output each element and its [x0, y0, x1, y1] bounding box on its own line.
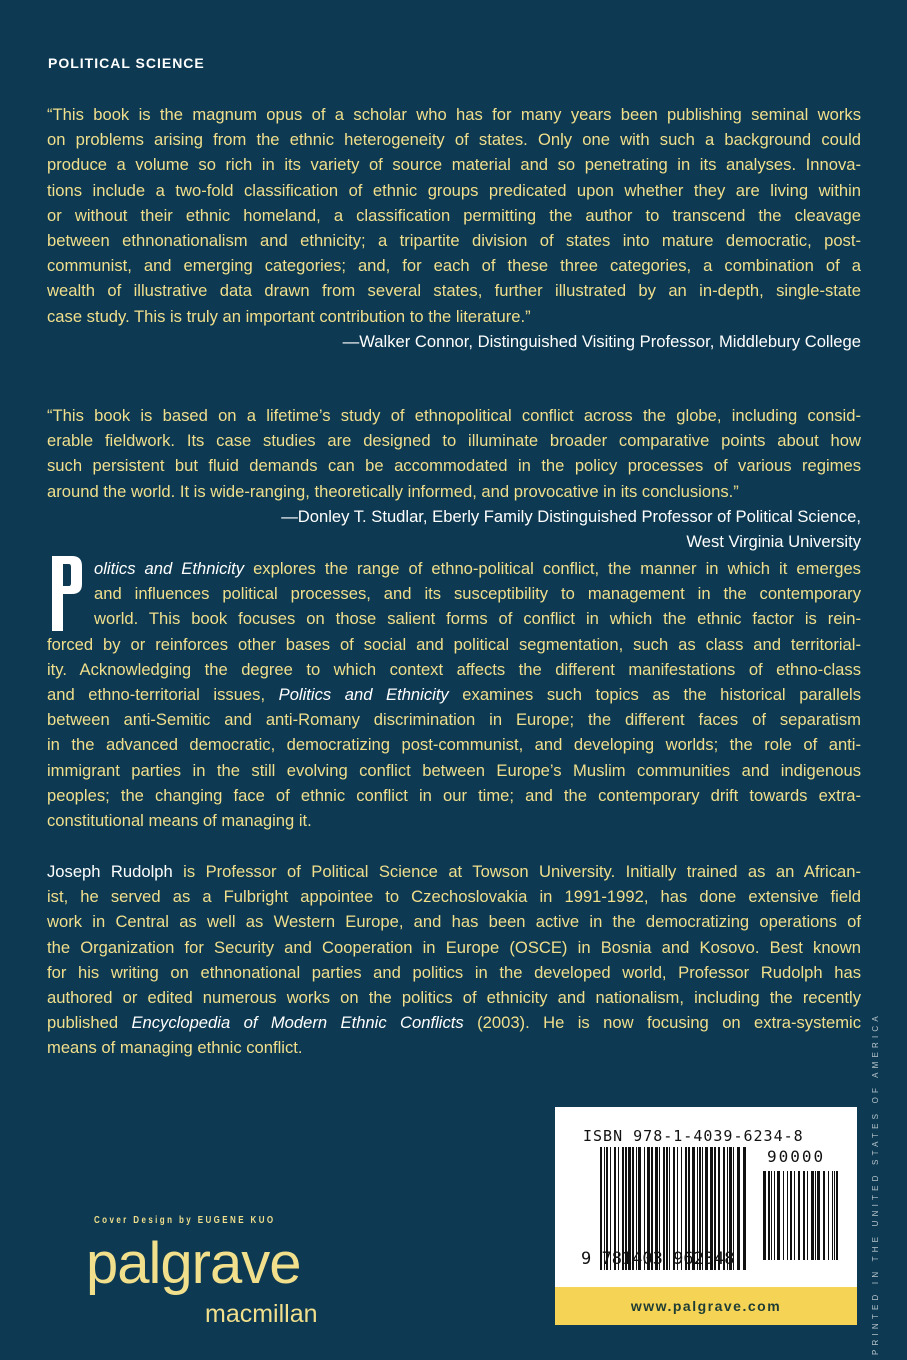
text-line: [47, 152, 861, 177]
text-segment: constitutional means of managing it.: [47, 810, 312, 830]
text-line: [94, 556, 861, 581]
quote-attribution-affiliation: West Virginia University: [686, 531, 861, 551]
text-segment: ist, he served as a Fulbright appointee to Czechoslovakia in 1991-1992, has done extensive field: [47, 887, 861, 907]
text-segment: ity. Acknowledging the degree to which context affects the different manifestations of ethno-class: [47, 659, 861, 679]
barcode-bar: [828, 1171, 829, 1260]
text-segment: means of managing ethnic conflict.: [47, 1038, 303, 1058]
text-line: [94, 581, 861, 606]
text-segment: around the world. It is wide-ranging, theoretically informed, and provocative in its conclusions.”: [47, 481, 739, 501]
text-segment: case study. This is truly an important contribution to the literature.”: [47, 306, 531, 326]
cover-credit: Cover Design by EUGENE KUO: [94, 1215, 276, 1226]
isbn-label: ISBN 978-1-4039-6234-8: [583, 1127, 804, 1145]
text-line: [47, 657, 861, 682]
printed-in-notice: PRINTED IN THE UNITED STATES OF AMERICA: [871, 1012, 880, 1355]
description-text: [47, 556, 861, 833]
barcode-bar: [763, 1171, 766, 1260]
text-segment: wealth of illustrative data drawn from several states, further illustrated by an in-depth, single-state: [47, 281, 861, 301]
text-line: [47, 707, 861, 732]
barcode-bar: [834, 1171, 835, 1260]
text-line: [47, 884, 861, 909]
barcode-bar: [771, 1171, 772, 1260]
bio-text: [47, 859, 861, 1061]
barcode-bar: [774, 1171, 775, 1260]
barcode-bar: [811, 1171, 814, 1260]
ean-number: 9 781403 962348: [581, 1249, 735, 1269]
text-line: [47, 985, 861, 1010]
barcode-box: [555, 1107, 857, 1325]
barcode-addon: 90000: [767, 1147, 826, 1166]
text-segment: and ethno-territorial issues,: [47, 684, 279, 704]
text-segment: for his writing on ethnonational parties and politics in the developed world, Professor Rudolph has: [47, 962, 861, 982]
text-line: [47, 304, 861, 329]
text-segment: such persistent but fluid demands can be accommodated in the policy processes of various regimes: [47, 456, 861, 476]
barcode-bar: [787, 1171, 788, 1260]
text-segment: on problems arising from the ethnic heterogeneity of states. Only one with such a background could: [47, 130, 861, 150]
author-name: Joseph Rudolph: [47, 862, 173, 881]
text-line: [47, 253, 861, 278]
quote-attribution: —Walker Connor, Distinguished Visiting Professor, Middlebury College: [342, 331, 861, 351]
text-line: [47, 278, 861, 303]
text-segment: published: [47, 1013, 132, 1033]
text-line: [47, 228, 861, 253]
text-segment: between anti-Semitic and anti-Romany discrimination in Europe; the different faces of separatism: [47, 710, 861, 730]
text-segment: erable fieldwork. Its case studies are designed to illuminate broader comparative points about how: [47, 431, 861, 451]
text-line: [47, 1035, 861, 1060]
text-line: [47, 682, 861, 707]
text-line: [47, 758, 861, 783]
barcode-bar: [807, 1171, 808, 1260]
text-line: [94, 606, 861, 631]
text-line: [47, 808, 861, 833]
publisher-logo-macmillan: macmillan: [205, 1300, 318, 1328]
category-label: POLITICAL SCIENCE: [48, 55, 205, 71]
quote-walker-connor: [47, 102, 861, 354]
text-line: [47, 732, 861, 757]
publisher-logo-palgrave: palgrave: [86, 1231, 301, 1296]
barcode-bar: [777, 1171, 780, 1260]
text-line: [47, 428, 861, 453]
italic-title: Encyclopedia of Modern Ethnic Conflicts: [131, 1013, 464, 1033]
text-segment: explores the range of ethno-political conflict, the manner in which it emerges: [244, 559, 861, 578]
barcode-bar: [817, 1171, 820, 1260]
text-segment: or without their ethnic homeland, a classification permitting the author to transcend the cleavage: [47, 205, 861, 225]
text-segment: examines such topics as the historical parallels: [448, 684, 861, 704]
text-segment: (2003). He is now focusing on extra-systemic: [463, 1013, 862, 1033]
text-segment: the Organization for Security and Cooperation in Europe (OSCE) in Bosnia and Kosovo. Best known: [47, 937, 861, 957]
italic-title: Politics and Ethnicity: [278, 684, 449, 704]
barcode-bar: [783, 1171, 784, 1260]
barcode-bar: [823, 1171, 825, 1260]
text-segment: “This book is based on a lifetime’s study of ethnopolitical conflict across the globe, including consid-: [47, 406, 861, 425]
text-line: [47, 935, 861, 960]
barcode-bar: [815, 1171, 816, 1260]
text-segment: “This book is the magnum opus of a scholar who has for many years been publishing seminal works: [47, 105, 861, 124]
barcode-bar: [803, 1171, 805, 1260]
text-line: [47, 453, 861, 478]
text-line: [47, 960, 861, 985]
text-line: [47, 178, 861, 203]
text-segment: peoples; the changing face of ethnic conflict in our time; and the contemporary drift towards extra-: [47, 785, 861, 805]
text-segment: produce a volume so rich in its variety of source material and so penetrating in its analyses. Innova-: [47, 155, 861, 175]
text-segment: authored or edited numerous works on the politics of ethnicity and nationalism, including the recently: [47, 987, 861, 1007]
text-segment: tions include a two-fold classification of ethnic groups predicated upon whether they are living within: [47, 180, 861, 200]
quote-text: [47, 102, 861, 329]
barcode-bar: [832, 1171, 833, 1260]
text-segment: world. This book focuses on those salient forms of conflict in which the ethnic factor is rein-: [94, 609, 861, 629]
barcode-bar: [794, 1171, 795, 1260]
text-segment: between ethnonationalism and ethnicity; a tripartite division of states into mature democratic, post-: [47, 230, 861, 250]
quote-donley-studlar: [47, 403, 861, 554]
quote-text: [47, 403, 861, 504]
publisher-url[interactable]: www.palgrave.com: [555, 1287, 857, 1325]
book-description: [47, 556, 861, 833]
text-segment: immigrant parties in the still evolving conflict between Europe’s Muslim communities and indigenous: [47, 760, 861, 780]
text-segment: forced by or reinforces other bases of social and political segmentation, such as class and territorial-: [47, 634, 861, 654]
quote-attribution: —Donley T. Studlar, Eberly Family Distinguished Professor of Political Science,: [281, 506, 861, 526]
text-segment: and influences political processes, and its susceptibility to management in the contemporary: [94, 584, 861, 604]
text-segment: is Professor of Political Science at Towson University. Initially trained as an African-: [172, 862, 861, 881]
barcode-bar: [737, 1147, 740, 1270]
text-line: [47, 859, 861, 884]
text-segment: communist, and emerging categories; and, for each of these three categories, a combination of a: [47, 256, 861, 276]
barcode-bar: [836, 1171, 838, 1260]
barcode-bar: [790, 1171, 792, 1260]
text-line: [47, 127, 861, 152]
text-line: [47, 102, 861, 127]
text-line: [47, 909, 861, 934]
text-line: [47, 203, 861, 228]
barcode-bar: [798, 1171, 800, 1260]
barcode-bar: [743, 1147, 746, 1270]
text-line: [47, 403, 861, 428]
italic-title: olitics and Ethnicity: [94, 559, 245, 578]
text-line: [47, 632, 861, 657]
text-line: [47, 479, 861, 504]
author-bio: [47, 859, 861, 1061]
text-segment: work in Central as well as Western Europe, and has been active in the democratizing operations of: [47, 912, 861, 932]
barcode-bar: [768, 1171, 770, 1260]
text-line: [47, 1010, 861, 1035]
text-line: [47, 783, 861, 808]
text-segment: in the advanced democratic, democratizing post-communist, and developing worlds; the role of anti-: [47, 735, 861, 755]
